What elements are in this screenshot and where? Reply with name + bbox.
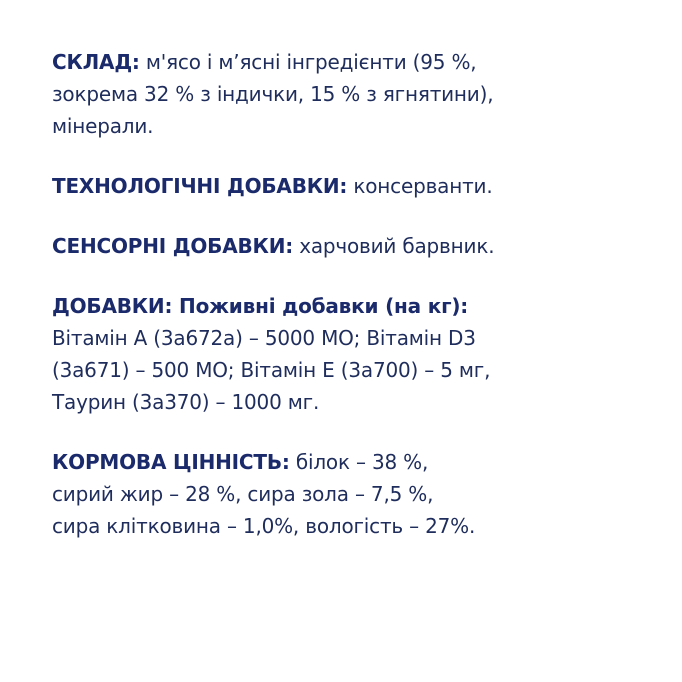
section-text: білок – 38 %, — [289, 450, 429, 474]
section-sensory-additives — [52, 230, 662, 262]
section-label: КОРМОВА ЦІННІСТЬ: — [52, 450, 290, 474]
section-label: ДОБАВКИ: Поживні добавки (на кг): — [52, 294, 469, 318]
section-text: Вітамін А (3a672a) – 5000 МО; Вітамін D3 — [52, 326, 476, 350]
section-analytical-constituents — [52, 446, 662, 542]
section-text: харчовий барвник. — [293, 234, 495, 258]
section-nutritional-additives — [52, 290, 662, 418]
section-technological-additives — [52, 170, 662, 202]
section-text: сира клітковина – 1,0%, вологість – 27%. — [52, 514, 476, 538]
section-label: ТЕХНОЛОГІЧНІ ДОБАВКИ: — [52, 174, 348, 198]
section-line — [52, 230, 662, 262]
section-text: м'ясо і м’ясні інгредієнти (95 %, — [139, 50, 477, 74]
section-text: Таурин (3a370) – 1000 мг. — [52, 390, 320, 414]
section-line — [52, 290, 662, 322]
section-label: СЕНСОРНІ ДОБАВКИ: — [52, 234, 294, 258]
section-line — [52, 446, 662, 478]
section-label: СКЛАД: — [52, 50, 140, 74]
section-text: сирий жир – 28 %, сира зола – 7,5 %, — [52, 482, 434, 506]
section-composition — [52, 46, 662, 142]
composition-text — [52, 46, 662, 570]
section-text: консерванти. — [347, 174, 493, 198]
section-line — [52, 46, 662, 78]
section-text: (3a671) – 500 МО; Вітамін Е (3a700) – 5 мг, — [52, 358, 491, 382]
section-text: мінерали. — [52, 114, 154, 138]
section-text: зокрема 32 % з індички, 15 % з ягнятини), — [52, 82, 494, 106]
section-line — [52, 170, 662, 202]
